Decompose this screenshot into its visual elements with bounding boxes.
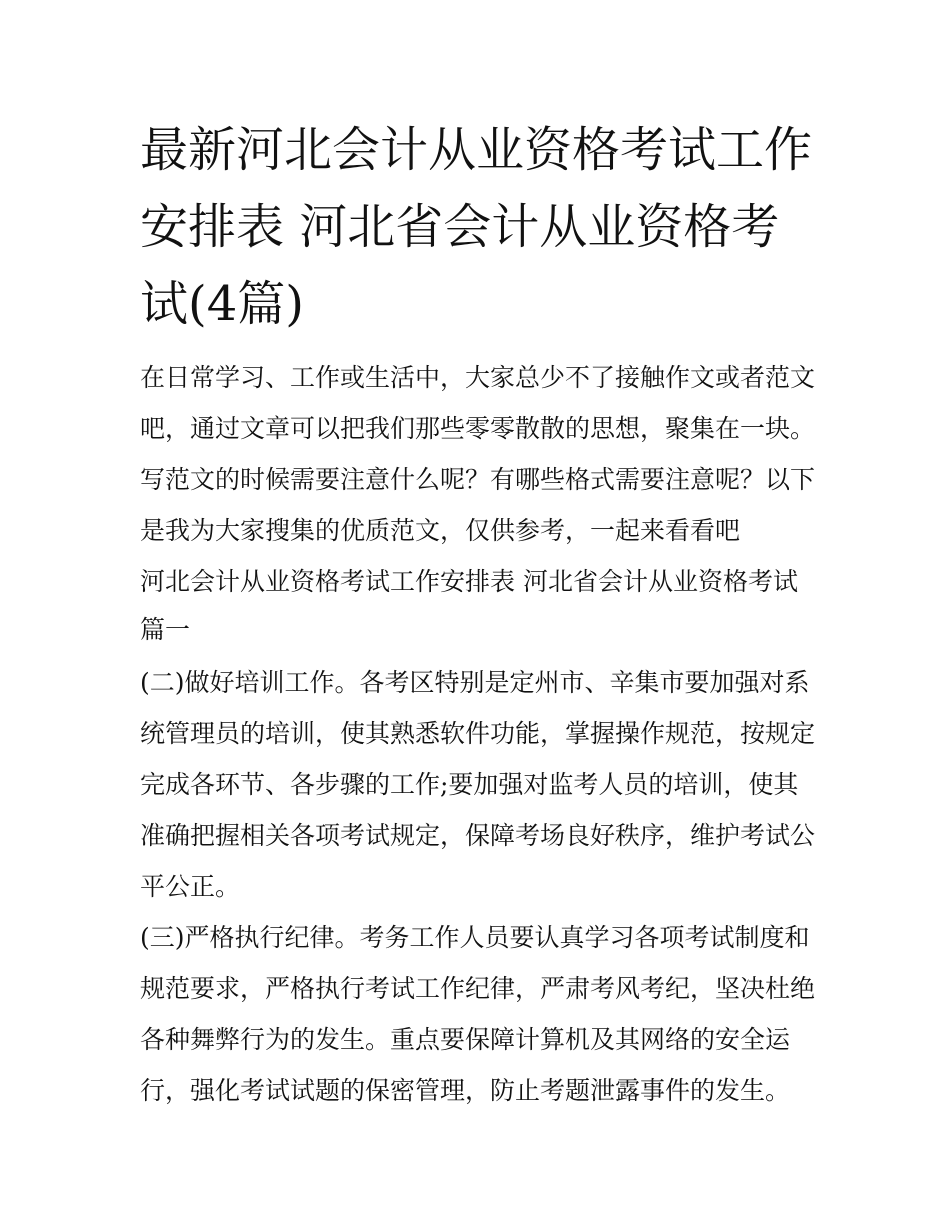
paragraph-2-line-2: 统管理员的培训，使其熟悉软件功能，掌握操作规范，按规定 [140, 719, 816, 748]
document-title: 最新河北会计从业资格考试工作安排表 河北省会计从业资格考试(4篇) [140, 122, 813, 332]
intro-line-3: 写范文的时候需要注意什么呢？有哪些格式需要注意呢？以下 [140, 465, 816, 494]
paragraph-2-line-4: 准确把握相关各项考试规定，保障考场良好秩序，维护考试公 [140, 821, 816, 850]
paragraph-2-line-3: 完成各环节、各步骤的工作;要加强对监考人员的培训，使其 [140, 770, 799, 799]
paragraph-2-line-5: 平公正。 [140, 872, 241, 901]
paragraph-3-line-3: 各种舞弊行为的发生。重点要保障计算机及其网络的安全运 [140, 1025, 791, 1054]
intro-line-1: 在日常学习、工作或生活中，大家总少不了接触作文或者范文 [140, 363, 816, 392]
paragraph-3-line-4: 行，强化考试试题的保密管理，防止考题泄露事件的发生。 [140, 1076, 791, 1105]
section-heading-line-1: 河北会计从业资格考试工作安排表 河北省会计从业资格考试 [140, 567, 798, 596]
paragraph-2-line-1: (二)做好培训工作。各考区特别是定州市、辛集市要加强对系 [140, 668, 810, 697]
paragraph-3-line-1: (三)严格执行纪律。考务工作人员要认真学习各项考试制度和 [140, 923, 810, 952]
intro-line-4: 是我为大家搜集的优质范文，仅供参考，一起来看看吧 [140, 516, 741, 545]
intro-line-2: 吧，通过文章可以把我们那些零零散散的思想，聚集在一块。 [140, 414, 816, 443]
section-heading-line-2: 篇一 [140, 615, 191, 644]
paragraph-3-line-2: 规范要求，严格执行考试工作纪律，严肃考风考纪，坚决杜绝 [140, 974, 816, 1003]
